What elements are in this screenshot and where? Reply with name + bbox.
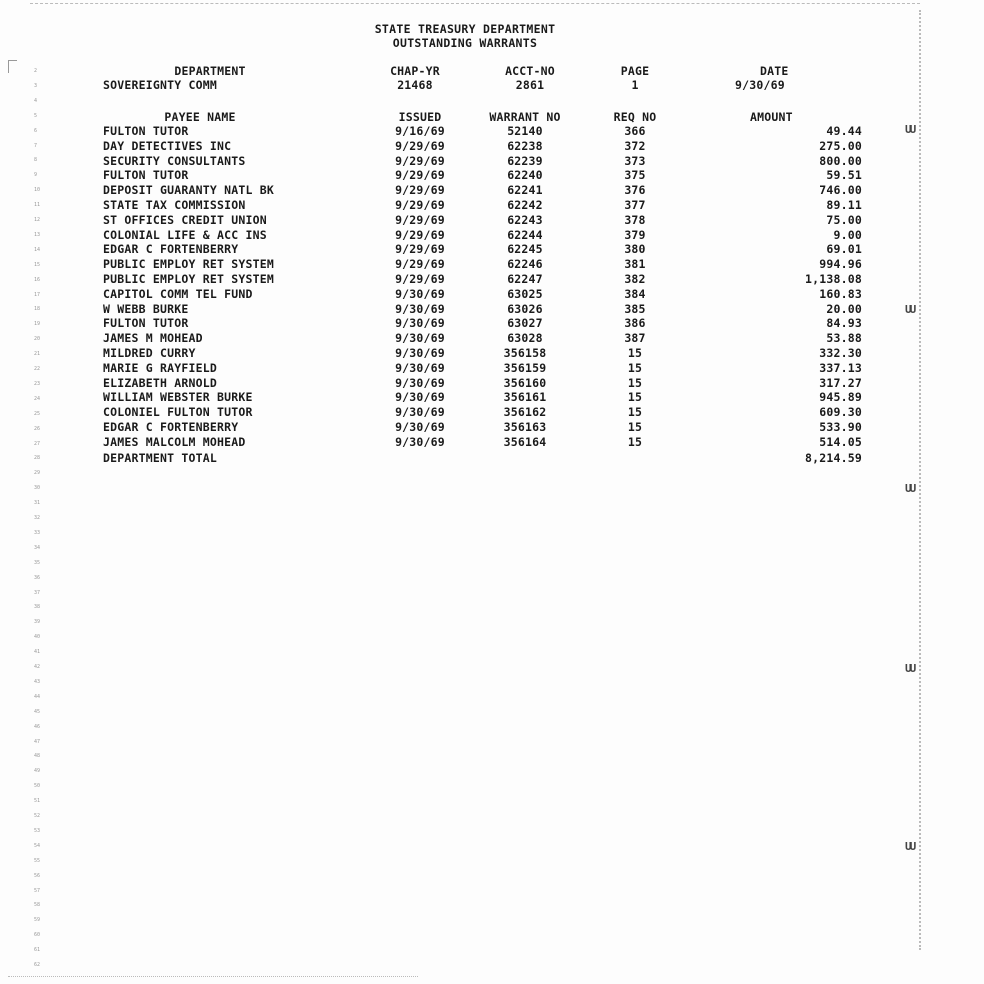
line-number: 28 bbox=[34, 455, 41, 462]
cell-amount: 337.13 bbox=[819, 360, 862, 375]
cell-warrant-no: 62247 bbox=[507, 272, 543, 286]
cell-issued: 9/30/69 bbox=[395, 390, 445, 405]
line-number: 57 bbox=[34, 887, 41, 894]
line-number: 54 bbox=[34, 842, 41, 849]
line-number: 16 bbox=[34, 276, 41, 283]
line-number: 9 bbox=[34, 172, 38, 179]
cell-issued: 9/30/69 bbox=[395, 420, 445, 434]
cell-warrant-no: 356161 bbox=[503, 390, 547, 405]
line-number: 56 bbox=[34, 872, 41, 879]
cell-issued: 9/30/69 bbox=[395, 286, 445, 301]
cell-warrant-no: 62241 bbox=[507, 183, 543, 198]
cell-payee: EDGAR C FORTENBERRY bbox=[103, 242, 239, 257]
line-number: 59 bbox=[34, 917, 41, 924]
cell-issued: 9/29/69 bbox=[395, 168, 445, 183]
cell-req-no: 380 bbox=[624, 242, 646, 257]
cell-warrant-no: 356158 bbox=[503, 346, 547, 360]
line-number: 58 bbox=[34, 902, 41, 909]
cell-amount: 20.00 bbox=[826, 301, 862, 316]
chap-yr-value: 21468 bbox=[397, 78, 433, 92]
cell-amount: 75.00 bbox=[826, 212, 862, 227]
line-number: 35 bbox=[34, 559, 41, 566]
cell-amount: 1,138.08 bbox=[805, 272, 862, 286]
cell-req-no: 15 bbox=[627, 405, 643, 420]
column-header-payee: PAYEE NAME bbox=[164, 110, 236, 124]
cell-payee: STATE TAX COMMISSION bbox=[103, 198, 246, 212]
cell-issued: 9/30/69 bbox=[395, 331, 445, 346]
line-number: 29 bbox=[34, 470, 41, 477]
acct-no-label: ACCT-NO bbox=[505, 64, 555, 78]
acct-no-value: 2861 bbox=[515, 78, 545, 92]
cell-req-no: 15 bbox=[627, 375, 643, 390]
column-header-amount: AMOUNT bbox=[750, 110, 793, 124]
cell-payee: ST OFFICES CREDIT UNION bbox=[103, 212, 267, 227]
cell-payee: FULTON TUTOR bbox=[103, 168, 189, 183]
cell-req-no: 15 bbox=[627, 390, 643, 405]
cell-amount: 9.00 bbox=[833, 227, 862, 242]
chap-yr-label: CHAP-YR bbox=[390, 64, 440, 78]
cell-req-no: 387 bbox=[624, 331, 646, 346]
line-number: 60 bbox=[34, 932, 41, 939]
cell-req-no: 386 bbox=[624, 316, 646, 331]
cell-amount: 332.30 bbox=[819, 346, 862, 360]
cell-warrant-no: 356164 bbox=[503, 434, 547, 449]
top-perforation bbox=[30, 3, 920, 4]
line-number: 7 bbox=[34, 142, 38, 149]
cell-amount: 69.01 bbox=[826, 242, 862, 257]
cell-payee: COLONIAL LIFE & ACC INS bbox=[103, 227, 267, 242]
cell-warrant-no: 62238 bbox=[507, 138, 543, 153]
cell-req-no: 375 bbox=[624, 168, 646, 183]
line-number: 30 bbox=[34, 485, 41, 492]
cell-req-no: 366 bbox=[624, 124, 646, 138]
cell-warrant-no: 62245 bbox=[507, 242, 543, 257]
cell-warrant-no: 356160 bbox=[503, 375, 547, 390]
cell-payee: EDGAR C FORTENBERRY bbox=[103, 420, 239, 434]
right-perforation bbox=[919, 10, 921, 950]
line-number: 48 bbox=[34, 753, 41, 760]
cell-payee: DAY DETECTIVES INC bbox=[103, 138, 232, 153]
line-number: 45 bbox=[34, 708, 41, 715]
margin-pin-mark: UU bbox=[905, 123, 915, 136]
cell-warrant-no: 63027 bbox=[507, 316, 543, 331]
cell-req-no: 378 bbox=[624, 212, 646, 227]
page-value: 1 bbox=[631, 78, 639, 92]
line-number: 39 bbox=[34, 619, 41, 626]
line-number: 25 bbox=[34, 410, 41, 417]
cell-payee: COLONIEL FULTON TUTOR bbox=[103, 405, 253, 420]
date-label: DATE bbox=[760, 64, 789, 78]
line-number: 21 bbox=[34, 351, 41, 358]
cell-amount: 514.05 bbox=[819, 434, 862, 449]
cell-payee: DEPOSIT GUARANTY NATL BK bbox=[103, 183, 274, 198]
line-number: 15 bbox=[34, 261, 41, 268]
margin-pin-mark: UU bbox=[905, 482, 915, 495]
cell-req-no: 379 bbox=[624, 227, 646, 242]
line-number: 4 bbox=[34, 97, 38, 104]
corner-mark bbox=[8, 60, 17, 73]
report-subtitle: OUTSTANDING WARRANTS bbox=[392, 36, 538, 50]
column-header-req-no: REQ NO bbox=[613, 110, 657, 124]
cell-amount: 533.90 bbox=[819, 420, 862, 434]
line-number: 8 bbox=[34, 157, 38, 164]
cell-payee: MILDRED CURRY bbox=[103, 346, 196, 360]
cell-amount: 59.51 bbox=[826, 168, 862, 183]
cell-amount: 160.83 bbox=[819, 286, 862, 301]
cell-payee: PUBLIC EMPLOY RET SYSTEM bbox=[103, 257, 274, 272]
cell-req-no: 15 bbox=[627, 434, 643, 449]
cell-payee: JAMES MALCOLM MOHEAD bbox=[103, 434, 246, 449]
line-number: 34 bbox=[34, 544, 41, 551]
cell-issued: 9/29/69 bbox=[395, 138, 445, 153]
line-number: 47 bbox=[34, 738, 41, 745]
line-number: 13 bbox=[34, 231, 41, 238]
line-number: 10 bbox=[34, 187, 41, 194]
cell-amount: 609.30 bbox=[819, 405, 862, 420]
column-header-issued: ISSUED bbox=[398, 110, 442, 124]
cell-warrant-no: 356163 bbox=[503, 420, 547, 434]
cell-req-no: 385 bbox=[624, 301, 646, 316]
cell-req-no: 15 bbox=[627, 360, 643, 375]
line-number: 55 bbox=[34, 857, 41, 864]
department-label: DEPARTMENT bbox=[174, 64, 246, 78]
line-number: 32 bbox=[34, 515, 41, 521]
cell-amount: 945.89 bbox=[819, 390, 862, 405]
cell-warrant-no: 62244 bbox=[507, 227, 543, 242]
cell-req-no: 376 bbox=[624, 183, 646, 198]
line-number: 26 bbox=[34, 425, 41, 432]
line-number: 33 bbox=[34, 529, 41, 536]
cell-amount: 746.00 bbox=[819, 183, 862, 198]
line-number: 2 bbox=[34, 68, 38, 74]
line-number: 62 bbox=[34, 962, 41, 968]
line-number: 18 bbox=[34, 306, 41, 313]
cell-req-no: 382 bbox=[624, 272, 646, 286]
line-number: 53 bbox=[34, 827, 41, 834]
line-number: 5 bbox=[34, 112, 38, 119]
line-number: 6 bbox=[34, 127, 38, 134]
cell-warrant-no: 63028 bbox=[507, 331, 543, 346]
cell-warrant-no: 62240 bbox=[507, 168, 543, 183]
cell-amount: 317.27 bbox=[819, 375, 862, 390]
bottom-perforation bbox=[8, 976, 418, 977]
cell-issued: 9/29/69 bbox=[395, 242, 445, 257]
cell-req-no: 15 bbox=[627, 420, 643, 434]
line-number: 44 bbox=[34, 693, 41, 700]
cell-amount: 89.11 bbox=[826, 198, 862, 212]
cell-payee: WILLIAM WEBSTER BURKE bbox=[103, 390, 253, 405]
cell-issued: 9/29/69 bbox=[395, 153, 445, 168]
line-number: 42 bbox=[34, 664, 41, 670]
cell-amount: 53.88 bbox=[826, 331, 862, 346]
line-number: 51 bbox=[34, 798, 41, 805]
cell-warrant-no: 63025 bbox=[507, 286, 543, 301]
cell-warrant-no: 62239 bbox=[507, 153, 543, 168]
cell-req-no: 381 bbox=[624, 257, 646, 272]
line-number: 31 bbox=[34, 500, 41, 507]
cell-issued: 9/30/69 bbox=[395, 301, 445, 316]
cell-req-no: 377 bbox=[624, 198, 646, 212]
line-number: 52 bbox=[34, 813, 41, 819]
cell-amount: 994.96 bbox=[819, 257, 862, 272]
cell-warrant-no: 62242 bbox=[507, 198, 543, 212]
cell-payee: PUBLIC EMPLOY RET SYSTEM bbox=[103, 272, 274, 286]
line-number: 20 bbox=[34, 336, 41, 343]
cell-amount: 275.00 bbox=[819, 138, 862, 153]
cell-warrant-no: 62246 bbox=[507, 257, 543, 272]
line-number: 22 bbox=[34, 366, 41, 372]
line-number: 24 bbox=[34, 395, 41, 402]
cell-payee: FULTON TUTOR bbox=[103, 124, 189, 138]
cell-req-no: 373 bbox=[624, 153, 646, 168]
line-number: 38 bbox=[34, 604, 41, 611]
cell-warrant-no: 62243 bbox=[507, 212, 543, 227]
line-number: 23 bbox=[34, 380, 41, 387]
cell-payee: CAPITOL COMM TEL FUND bbox=[103, 286, 253, 301]
line-number: 3 bbox=[34, 82, 38, 89]
cell-warrant-no: 52140 bbox=[507, 124, 543, 138]
cell-req-no: 384 bbox=[624, 286, 646, 301]
cell-payee: W WEBB BURKE bbox=[103, 301, 189, 316]
line-number: 36 bbox=[34, 574, 41, 581]
line-number: 37 bbox=[34, 589, 41, 596]
cell-req-no: 15 bbox=[627, 346, 643, 360]
cell-issued: 9/29/69 bbox=[395, 183, 445, 198]
line-number: 49 bbox=[34, 768, 41, 775]
line-number: 46 bbox=[34, 723, 41, 730]
line-number: 50 bbox=[34, 783, 41, 790]
margin-pin-mark: UU bbox=[905, 662, 915, 675]
line-number: 40 bbox=[34, 634, 41, 641]
cell-issued: 9/30/69 bbox=[395, 346, 445, 360]
cell-req-no: 372 bbox=[624, 138, 646, 153]
cell-issued: 9/30/69 bbox=[395, 316, 445, 331]
margin-pin-mark: UU bbox=[905, 303, 915, 316]
report-title: STATE TREASURY DEPARTMENT bbox=[374, 22, 556, 36]
total-amount: 8,214.59 bbox=[805, 451, 862, 465]
column-header-warrant-no: WARRANT NO bbox=[489, 110, 561, 124]
line-number: 12 bbox=[34, 217, 41, 223]
cell-issued: 9/16/69 bbox=[395, 124, 445, 138]
line-number: 11 bbox=[34, 202, 41, 209]
line-number: 27 bbox=[34, 440, 41, 447]
cell-issued: 9/30/69 bbox=[395, 405, 445, 420]
page-label: PAGE bbox=[620, 64, 650, 78]
cell-issued: 9/30/69 bbox=[395, 434, 445, 449]
department-value: SOVEREIGNTY COMM bbox=[103, 78, 217, 92]
cell-payee: FULTON TUTOR bbox=[103, 316, 189, 331]
cell-issued: 9/29/69 bbox=[395, 227, 445, 242]
line-number: 43 bbox=[34, 678, 41, 685]
line-number: 19 bbox=[34, 321, 41, 328]
cell-warrant-no: 63026 bbox=[507, 301, 543, 316]
line-number: 14 bbox=[34, 246, 41, 253]
cell-warrant-no: 356162 bbox=[503, 405, 547, 420]
cell-issued: 9/30/69 bbox=[395, 360, 445, 375]
cell-issued: 9/29/69 bbox=[395, 212, 445, 227]
cell-amount: 49.44 bbox=[826, 124, 862, 138]
line-number: 17 bbox=[34, 291, 41, 298]
margin-pin-mark: UU bbox=[905, 840, 915, 853]
total-label: DEPARTMENT TOTAL bbox=[103, 451, 217, 465]
cell-amount: 84.93 bbox=[826, 316, 862, 331]
line-number: 41 bbox=[34, 649, 41, 656]
cell-payee: MARIE G RAYFIELD bbox=[103, 360, 217, 375]
cell-payee: JAMES M MOHEAD bbox=[103, 331, 203, 346]
cell-issued: 9/29/69 bbox=[395, 198, 445, 212]
cell-issued: 9/29/69 bbox=[395, 272, 445, 286]
cell-amount: 800.00 bbox=[819, 153, 862, 168]
cell-warrant-no: 356159 bbox=[503, 360, 547, 375]
cell-issued: 9/30/69 bbox=[395, 375, 445, 390]
cell-issued: 9/29/69 bbox=[395, 257, 445, 272]
date-value: 9/30/69 bbox=[735, 78, 785, 92]
cell-payee: SECURITY CONSULTANTS bbox=[103, 153, 246, 168]
cell-payee: ELIZABETH ARNOLD bbox=[103, 375, 217, 390]
line-number: 61 bbox=[34, 947, 41, 954]
